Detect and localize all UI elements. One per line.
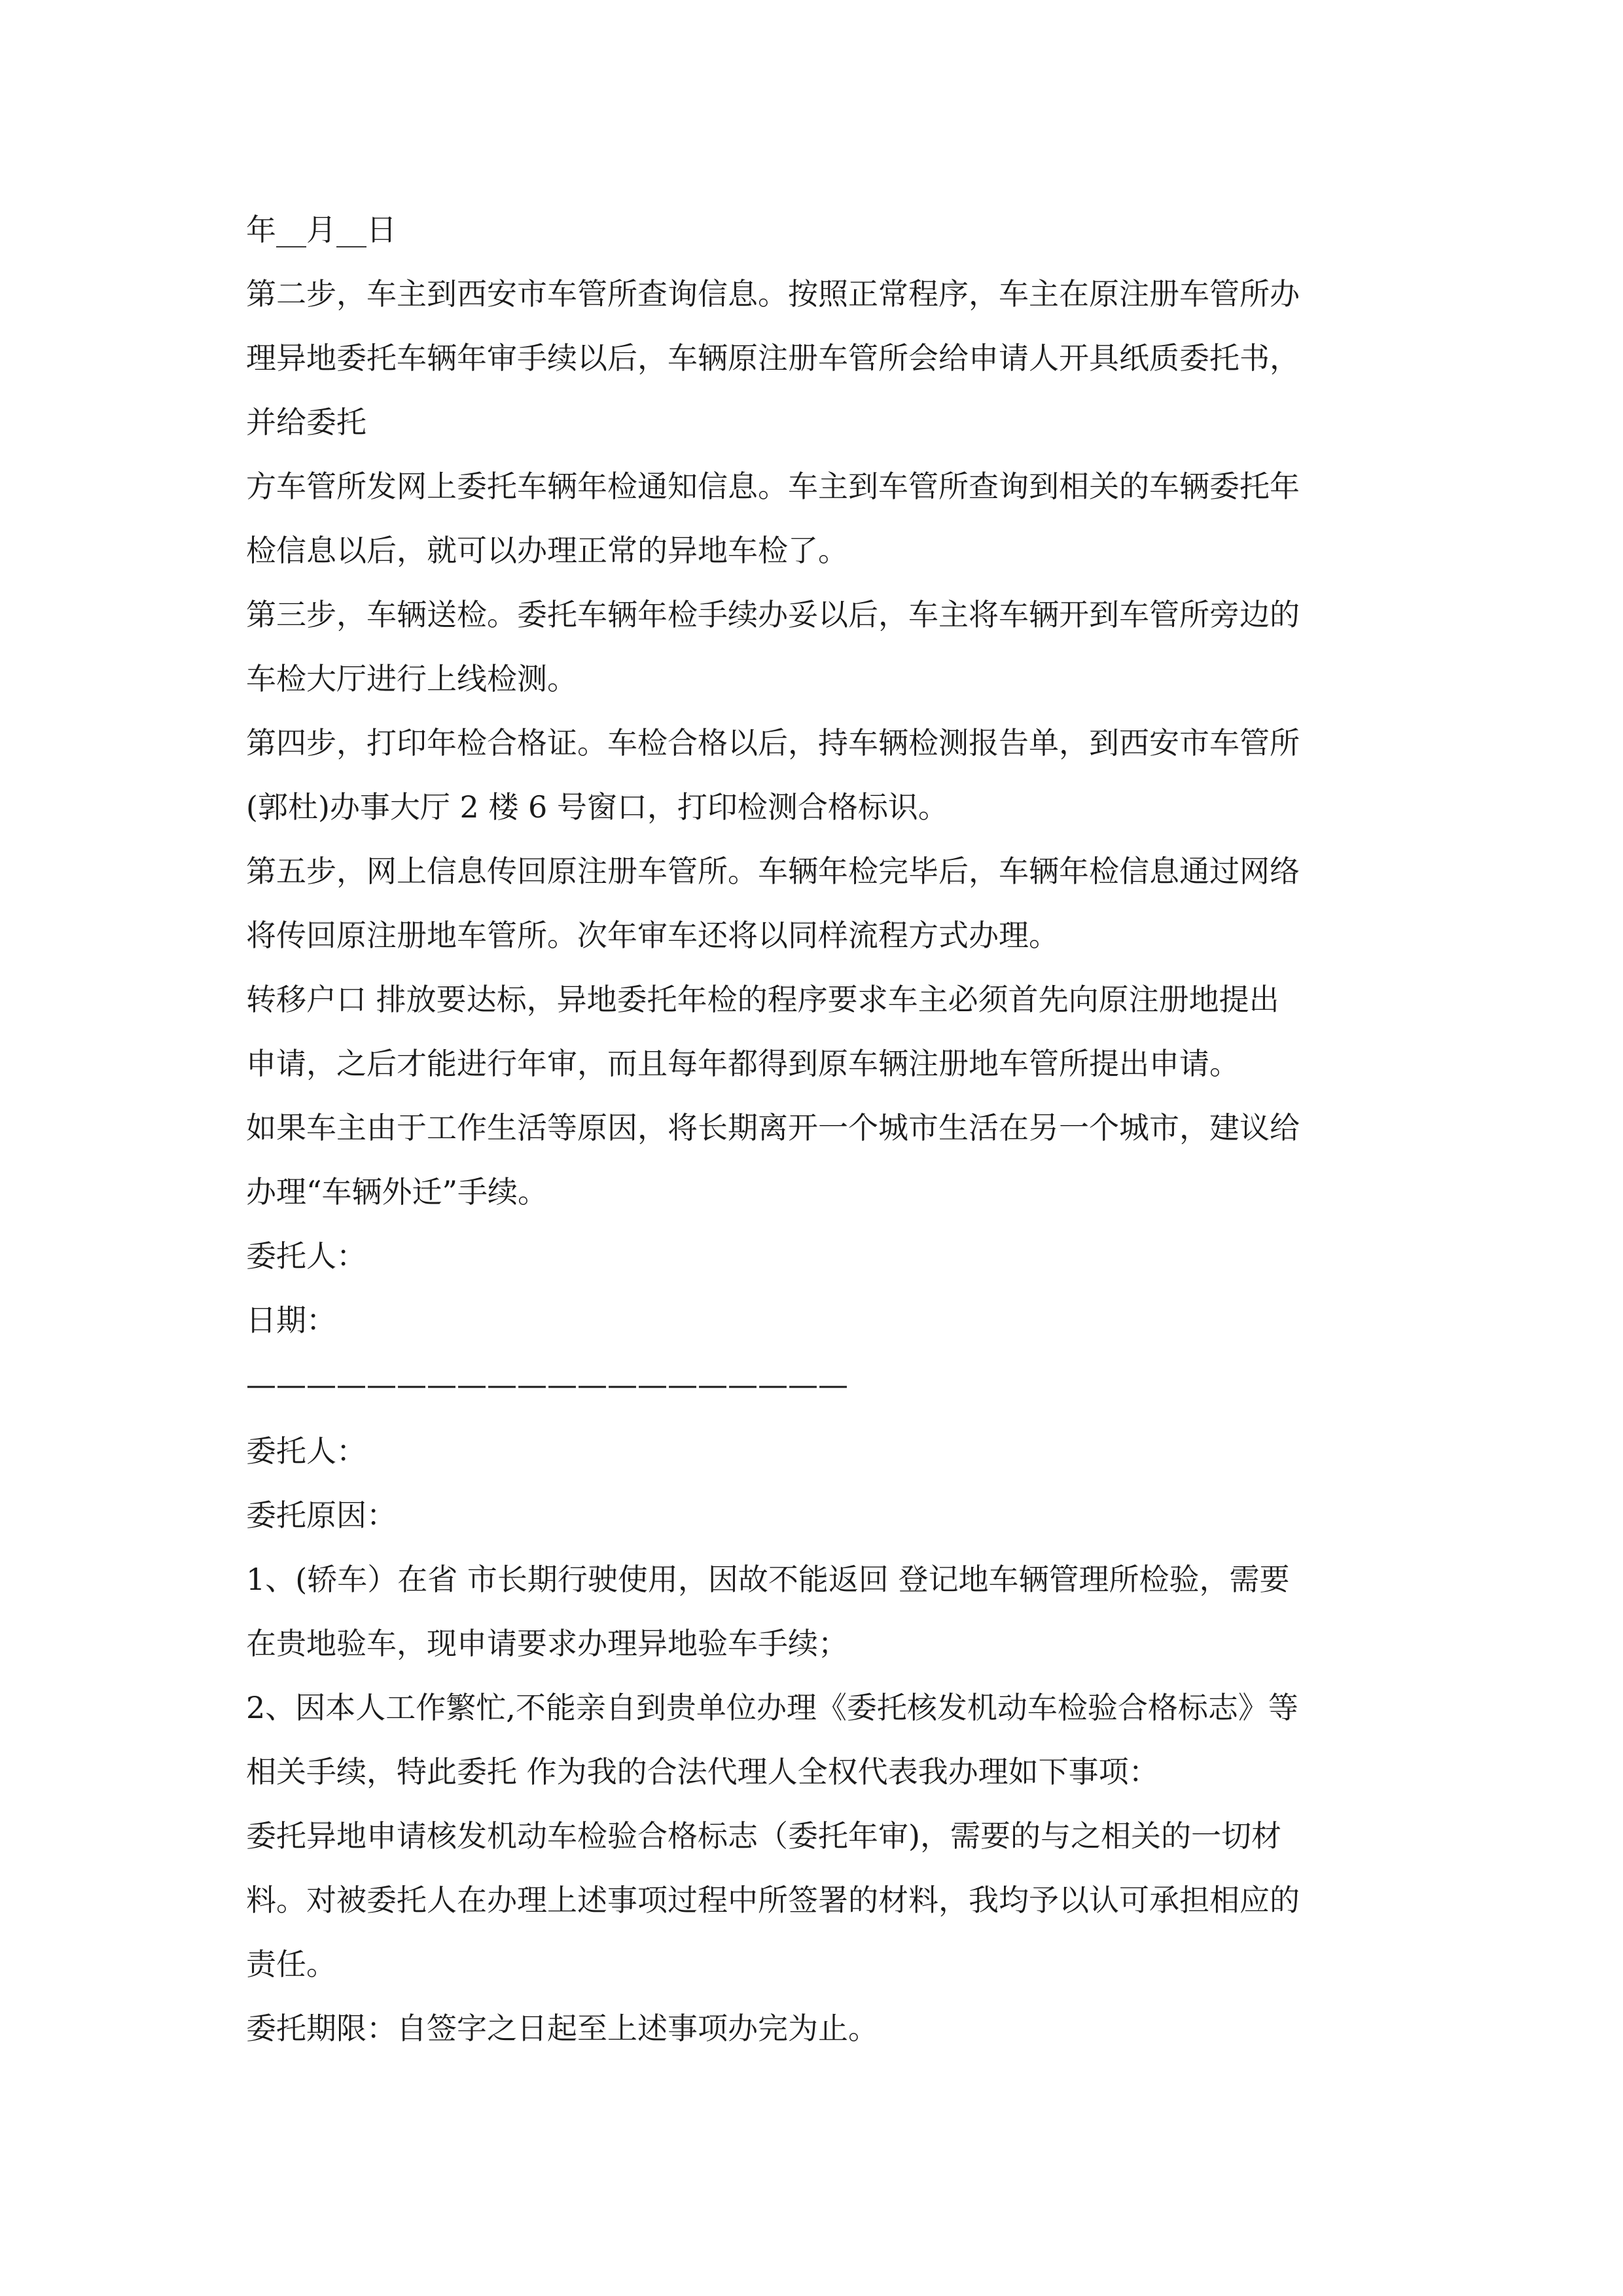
text-line: 料。对被委托人在办理上述事项过程中所签署的材料，我均予以认可承担相应的 bbox=[246, 1882, 1300, 1918]
text-line: 方车管所发网上委托车辆年检通知信息。车主到车管所查询到相关的车辆委托年 bbox=[246, 469, 1300, 504]
text-line: 第五步，网上信息传回原注册车管所。车辆年检完毕后，车辆年检信息通过网络 bbox=[246, 853, 1300, 889]
text-line: 委托异地申请核发机动车检验合格标志（委托年审)，需要的与之相关的一切材 bbox=[246, 1818, 1281, 1854]
text-line: (郭杜)办事大厅 2 楼 6 号窗口，打印检测合格标识。 bbox=[246, 789, 948, 825]
text-line: 申请，之后才能进行年审，而且每年都得到原车辆注册地车管所提出申请。 bbox=[246, 1046, 1240, 1081]
date-label: 日期： bbox=[246, 1302, 336, 1338]
text-line: 并给委托 bbox=[246, 404, 366, 440]
text-line: 将传回原注册地车管所。次年审车还将以同样流程方式办理。 bbox=[246, 918, 1059, 953]
text-line: 第四步，打印年检合格证。车检合格以后，持车辆检测报告单，到西安市车管所 bbox=[246, 725, 1300, 761]
text-line: 如果车主由于工作生活等原因，将长期离开一个城市生活在另一个城市，建议给 bbox=[246, 1110, 1300, 1145]
text-line: 车检大厅进行上线检测。 bbox=[246, 661, 577, 696]
document-page bbox=[246, 208, 1385, 2071]
principal-label: 委托人： bbox=[246, 1238, 366, 1274]
text-line: 2、因本人工作繁忙,不能亲自到贵单位办理《委托核发机动车检验合格标志》等 bbox=[246, 1690, 1298, 1725]
separator-line: ———————————————————— bbox=[246, 1367, 848, 1402]
text-line: 在贵地验车，现申请要求办理异地验车手续； bbox=[246, 1626, 848, 1661]
text-line: 年__月__日 bbox=[246, 212, 397, 247]
text-line: 相关手续，特此委托 作为我的合法代理人全权代表我办理如下事项： bbox=[246, 1754, 1159, 1789]
text-line: 1、(轿车）在省 市长期行驶使用，因故不能返回 登记地车辆管理所检验，需要 bbox=[246, 1562, 1290, 1597]
text-line: 理异地委托车辆年审手续以后，车辆原注册车管所会给申请人开具纸质委托书， bbox=[246, 340, 1300, 376]
text-line: 第二步，车主到西安市车管所查询信息。按照正常程序，车主在原注册车管所办 bbox=[246, 276, 1300, 312]
text-line: 责任。 bbox=[246, 1946, 336, 1982]
text-line: 办理“车辆外迁”手续。 bbox=[246, 1174, 548, 1210]
reason-label: 委托原因： bbox=[246, 1498, 397, 1533]
text-line: 第三步，车辆送检。委托车辆年检手续办妥以后，车主将车辆开到车管所旁边的 bbox=[246, 597, 1300, 632]
principal-label-2: 委托人： bbox=[246, 1433, 366, 1469]
text-line: 转移户口 排放要达标，异地委托年检的程序要求车主必须首先向原注册地提出 bbox=[246, 982, 1279, 1017]
text-line: 检信息以后，就可以办理正常的异地车检了。 bbox=[246, 533, 848, 568]
term-line: 委托期限：自签字之日起至上述事项办完为止。 bbox=[246, 2011, 878, 2046]
